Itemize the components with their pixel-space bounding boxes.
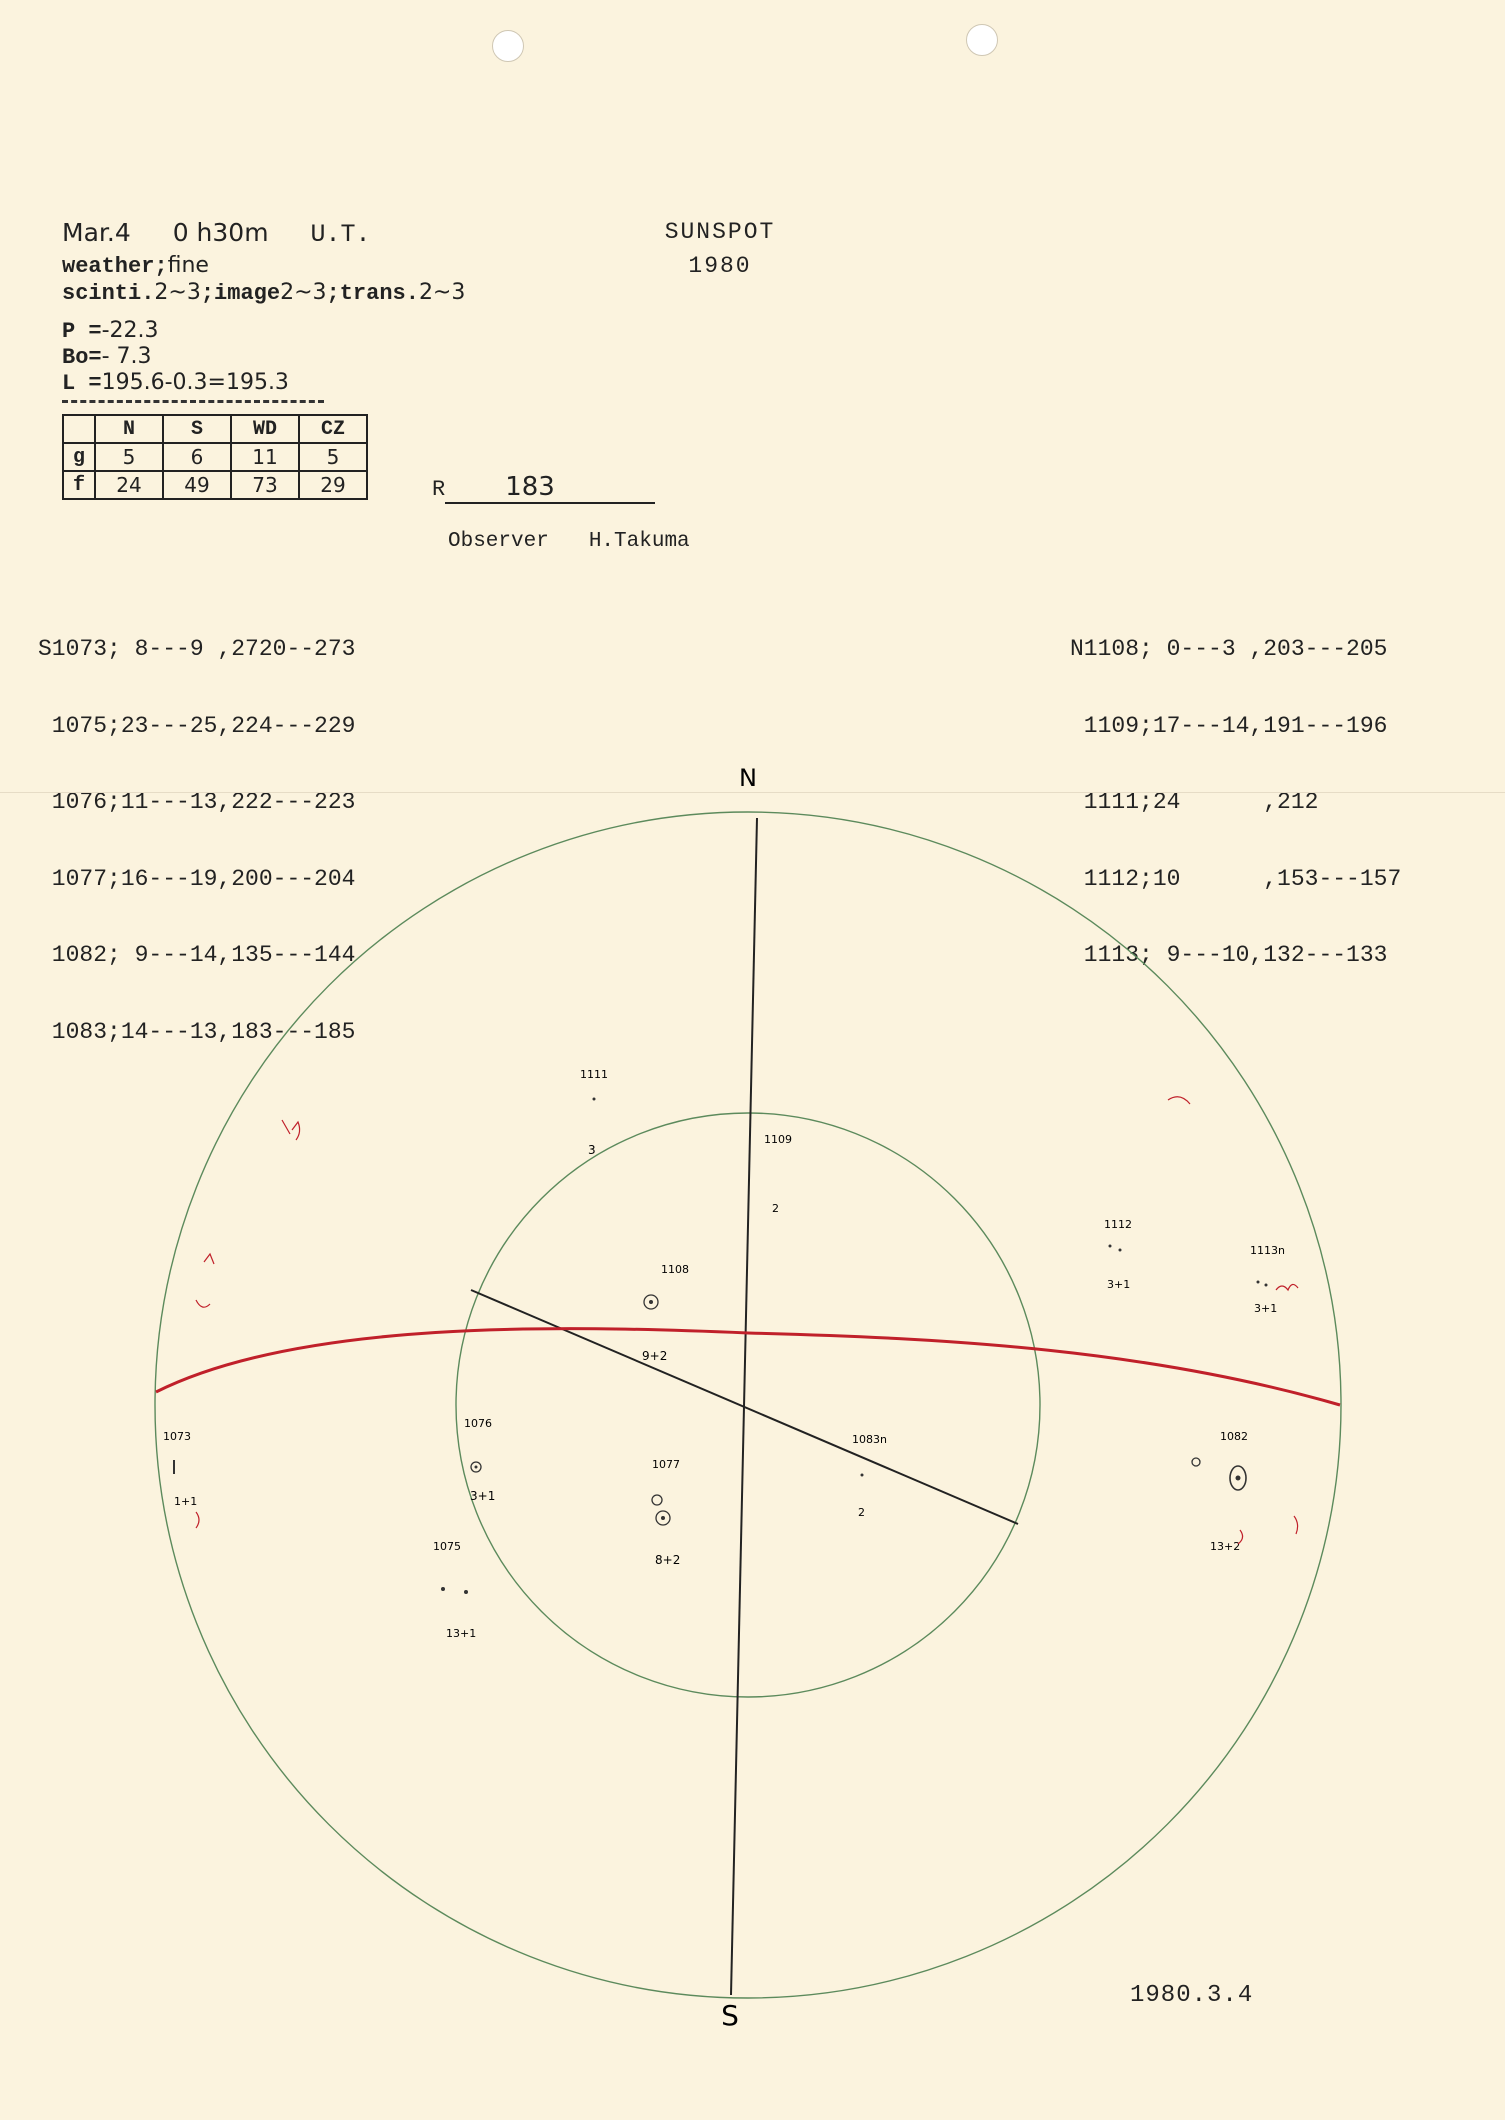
south-mark: S — [721, 1999, 739, 2032]
title-sunspot: SUNSPOT — [664, 219, 776, 245]
cell-f-wd: 73 — [231, 471, 299, 499]
group-label-1112: 1112 — [1104, 1218, 1132, 1231]
list-item: 1075;23---25,224---229 — [38, 712, 356, 739]
row-label-g: g — [63, 443, 95, 471]
group-count-1112: 3+1 — [1107, 1278, 1131, 1291]
cell-f-s: 49 — [163, 471, 231, 499]
group-count-1077: 8+2 — [655, 1553, 681, 1567]
group-label-1111: 1111 — [580, 1068, 608, 1081]
sunspot-mark — [441, 1587, 445, 1591]
weather-value: fine — [167, 253, 209, 278]
row-label-f: f — [63, 471, 95, 499]
group-label-1082: 1082 — [1220, 1430, 1248, 1443]
solar-equator-line — [156, 1329, 1340, 1405]
observer-name: H.Takuma — [588, 530, 690, 553]
group-label-1113n: 1113n — [1250, 1244, 1285, 1257]
r-value: 183 — [445, 472, 655, 504]
solar-disk-outline — [155, 812, 1341, 1998]
list-item: 1083;14---13,183---185 — [38, 1018, 356, 1045]
date-stamp: 1980.3.4 — [1130, 1982, 1254, 2009]
group-count-1076: 3+1 — [470, 1489, 496, 1503]
list-item: S1073; 8---9 ,2720--273 — [38, 636, 356, 662]
image-value: 2~3 — [280, 280, 327, 305]
sunspot-mark — [649, 1300, 653, 1304]
group-count-1113n: 3+1 — [1254, 1302, 1278, 1315]
sunspot-mark — [861, 1474, 864, 1477]
sunspot-mark — [1257, 1281, 1260, 1284]
col-header-cz: CZ — [299, 415, 367, 443]
cell-g-n: 5 — [95, 443, 163, 471]
list-item: 1113; 9---10,132---133 — [1070, 942, 1388, 968]
cell-f-cz: 29 — [299, 471, 367, 499]
faculae-sketch — [282, 1120, 300, 1140]
bo-value: - 7.3 — [101, 344, 152, 369]
cell-g-cz: 5 — [299, 443, 367, 471]
trans-label: ;trans. — [326, 281, 419, 306]
group-label-1077: 1077 — [652, 1458, 680, 1471]
group-label-1076: 1076 — [464, 1417, 492, 1430]
sunspot-mark — [464, 1590, 468, 1594]
weather-label: weather; — [62, 254, 168, 279]
image-label: ;image — [200, 281, 281, 306]
group-count-1082: 13+2 — [1210, 1540, 1241, 1553]
r-label: R — [432, 477, 446, 502]
faculae-sketch — [196, 1254, 214, 1307]
cell-g-wd: 11 — [231, 443, 299, 471]
scinti-value: 2~3 — [154, 280, 201, 305]
faculae-sketch — [1276, 1284, 1298, 1290]
group-label-1073: 1073 — [163, 1430, 191, 1443]
sunspot-mark — [652, 1495, 662, 1505]
group-count-1111: 3 — [588, 1143, 596, 1157]
col-header-wd: WD — [231, 415, 299, 443]
observation-date: Mar.4 — [62, 218, 131, 247]
title-year: 1980 — [688, 253, 752, 279]
group-label-1109: 1109 — [764, 1133, 792, 1146]
sunspot-mark — [1236, 1476, 1241, 1481]
scinti-label: scinti. — [62, 281, 155, 306]
p-label: P = — [62, 319, 102, 344]
faculae-sketch — [1238, 1516, 1298, 1544]
cell-f-n: 24 — [95, 471, 163, 499]
sunspot-mark — [1265, 1284, 1268, 1287]
group-count-1083n: 2 — [858, 1506, 865, 1519]
cell-g-s: 6 — [163, 443, 231, 471]
north-mark: N — [739, 764, 757, 792]
trans-value: 2~3 — [418, 280, 466, 305]
l-label: L = — [62, 371, 102, 396]
list-item: N1108; 0---3 ,203---205 — [1070, 636, 1388, 662]
group-count-1075: 13+1 — [446, 1627, 477, 1640]
group-count-1108: 9+2 — [642, 1349, 668, 1363]
list-item: 1077;16---19,200---204 — [38, 865, 356, 892]
observer-label: Observer — [448, 530, 549, 553]
observation-time: 0 h30m — [172, 218, 269, 247]
group-count-1073: 1+1 — [174, 1495, 198, 1508]
sunspot-mark — [661, 1516, 665, 1520]
faculae-sketch — [196, 1512, 199, 1528]
list-item: 1111;24 ,212 — [1070, 789, 1319, 815]
col-header-n: N — [95, 415, 163, 443]
list-item: 1112;10 ,153---157 — [1070, 865, 1402, 892]
group-label-1108: 1108 — [661, 1263, 689, 1276]
p-value: -22.3 — [101, 318, 159, 343]
sunspot-mark — [1192, 1458, 1200, 1466]
group-label-1075: 1075 — [433, 1540, 461, 1553]
list-item: 1109;17---14,191---196 — [1070, 712, 1388, 739]
l-value: 195.6-0.3=195.3 — [101, 370, 289, 395]
group-label-1083n: 1083n — [852, 1433, 887, 1446]
group-count-1109: 2 — [772, 1202, 779, 1215]
p-angle-axis-line — [471, 1290, 1018, 1524]
time-zone: U.T. — [310, 220, 371, 249]
sunspot-mark — [1109, 1245, 1112, 1248]
list-item: 1082; 9---14,135---144 — [38, 942, 356, 968]
sunspot-mark — [1119, 1249, 1122, 1252]
faculae-sketch — [1168, 1097, 1190, 1104]
sunspot-mark — [475, 1466, 478, 1469]
col-header-s: S — [163, 415, 231, 443]
list-item: 1076;11---13,222---223 — [38, 789, 356, 815]
bo-label: Bo= — [62, 345, 102, 370]
sunspot-mark — [593, 1098, 596, 1101]
